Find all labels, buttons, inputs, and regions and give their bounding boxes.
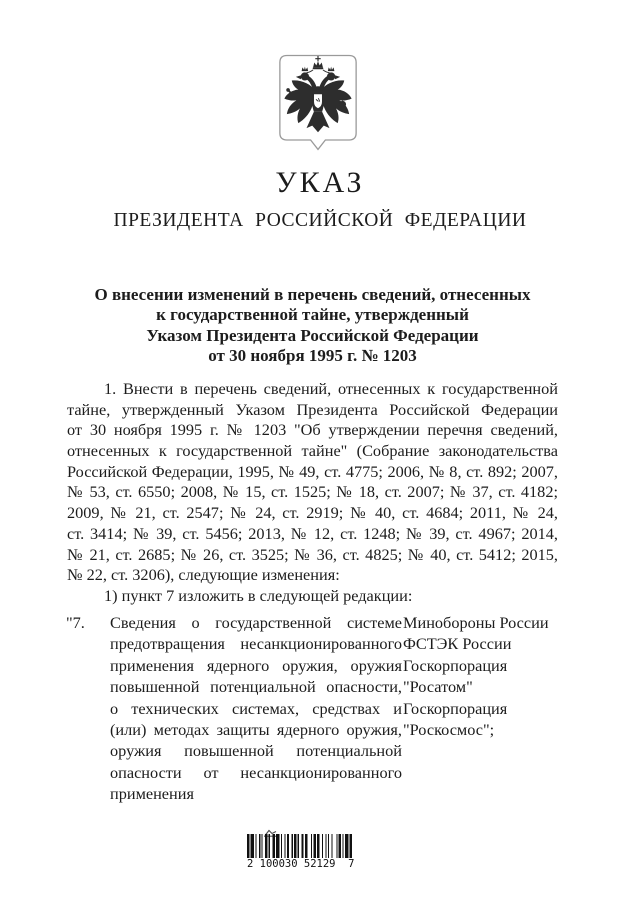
paragraph-line: отнесенных к государственной тайне" (Собрание законодательства [67, 441, 558, 461]
item7-entry-line: опасности от несанкционированного [110, 762, 402, 782]
item7-entry-line: оружия повышенной потенциальной [110, 741, 402, 761]
coat-of-arms-emblem [277, 54, 359, 153]
paragraph-line: 1. Внести в перечень сведений, отнесенных к государственной [104, 379, 558, 398]
subject-heading-line: от 30 ноября 1995 г. № 1203 [208, 346, 417, 366]
paragraph-line: Российской Федерации, 1995, № 49, ст. 4775; 2006, № 8, ст. 892; 2007, [67, 461, 558, 481]
paragraph-line: тайне, утвержденный Указом Президента Российской Федерации [67, 399, 558, 419]
subject-heading-line: Указом Президента Российской Федерации [146, 325, 479, 345]
item7-marker: "7. [66, 613, 85, 632]
item7-agency-line: Госкорпорация [403, 698, 508, 718]
paragraph-line: ст. 3414; № 39, ст. 5456; 2013, № 12, ст. 1248; № 39, ст. 4967; 2014, [67, 523, 558, 543]
item7-entry-line: предотвращения несанкционированного [110, 634, 402, 654]
item7-agency-line: "Роскосмос"; [403, 719, 495, 739]
item7-entry-line: применения ядерного оружия, оружия [110, 655, 402, 675]
item7-entry-line: применения [110, 784, 194, 804]
item7-entry-line: о технических системах, средствах и [110, 698, 402, 718]
item7-agency-list [403, 612, 568, 740]
amendment-paragraph [67, 379, 558, 607]
paragraph-line: № 21, ст. 2685; № 26, ст. 3525; № 36, ст. 4825; № 40, ст. 5412; 2015, [67, 544, 558, 564]
item7-agency-line: Госкорпорация [403, 655, 508, 675]
item7-agency-line: Минобороны России [403, 613, 549, 632]
item7-entry-line: Сведения о государственной системе [110, 613, 402, 632]
decree-subject-heading [67, 285, 558, 367]
barcode-bars-image [247, 834, 352, 858]
item7-entry-line: повышенной потенциальной опасности, [110, 677, 402, 697]
item7-entry-text [110, 612, 402, 805]
paragraph-line: № 53, ст. 6550; 2008, № 15, ст. 1525; № 18, ст. 2007; № 37, ст. 4182; [67, 482, 558, 502]
item7-entry-line: (или) методах защиты ядерного оружия, [110, 719, 402, 739]
barcode-block [247, 824, 355, 870]
subject-heading-line: О внесении изменений в перечень сведений, отнесенных [94, 285, 531, 304]
item7-agency-line: ФСТЭК России [403, 634, 512, 654]
paragraph-line: 1) пункт 7 изложить в следующей редакции: [104, 585, 413, 605]
document-type-title: УКАЗ [275, 166, 365, 199]
paragraph-line: от 30 ноября 1995 г. № 1203 "Об утверждении перечня сведений, [67, 420, 558, 440]
paragraph-line: № 22, ст. 3206), следующие изменения: [67, 565, 340, 585]
document-issuer-subtitle: ПРЕЗИДЕНТА РОССИЙСКОЙ ФЕДЕРАЦИИ [113, 210, 527, 231]
print-control-mark-icon [247, 824, 355, 833]
subject-heading-line: к государственной тайне, утвержденный [156, 305, 469, 325]
barcode-digits: 2 100030 52129 7 [247, 858, 355, 870]
item7-agency-line: "Росатом" [403, 677, 473, 697]
paragraph-line: 2009, № 21, ст. 2547; № 24, ст. 2919; № 40, ст. 4684; 2011, № 24, [67, 503, 558, 523]
